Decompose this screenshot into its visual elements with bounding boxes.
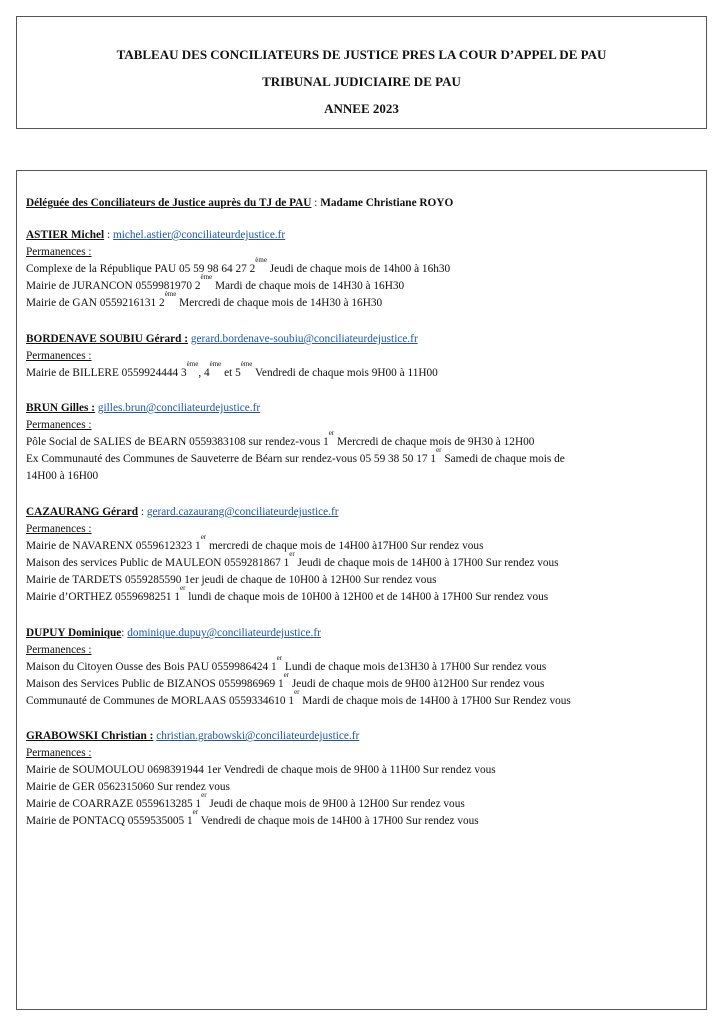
ordinal-suffix: er <box>192 808 199 816</box>
permanence-text: Ex Communauté des Communes de Sauveterre de Béarn sur rendez-vous 05 59 38 50 17 1 <box>26 453 437 465</box>
permanence-line <box>26 446 565 466</box>
permanence-text: Mercredi de chaque mois de 9H30 à 12H00 <box>334 436 535 448</box>
permanences-label: Permanences : <box>26 246 92 258</box>
conciliator-name: DUPUY Dominique <box>26 627 122 639</box>
permanence-line <box>26 469 98 483</box>
permanence-line <box>26 763 496 777</box>
permanence-text: Mairie de GER 0562315060 Sur rendez vous <box>26 781 230 793</box>
ordinal-suffix: er <box>293 688 300 696</box>
permanence-text: Lundi de chaque mois de13H30 à 17H00 Sur rendez vous <box>282 661 547 673</box>
permanence-line <box>26 688 571 708</box>
permanence-text: Communauté de Communes de MORLAAS 0559334610 1 <box>26 695 294 707</box>
permanence-text: mercredi de chaque mois de 14H00 à17H00 Sur rendez vous <box>206 540 484 552</box>
title-line-2: TRIBUNAL JUDICIAIRE DE PAU <box>262 74 461 89</box>
permanence-text: lundi de chaque mois de 10H00 à 12H00 et de 14H00 à 17H00 Sur rendez vous <box>185 591 549 603</box>
conciliator-header <box>26 332 418 346</box>
email-link[interactable]: christian.grabowski@conciliateurdejustice.fr <box>156 730 360 742</box>
permanence-text: Mardi de chaque mois de 14H00 à 17H00 Sur Rendez vous <box>299 695 571 707</box>
permanence-line <box>26 780 230 794</box>
ordinal-suffix: er <box>289 550 295 558</box>
email-link[interactable]: gerard.cazaurang@conciliateurdejustice.fr <box>146 506 339 518</box>
permanences-label: Permanences : <box>26 419 92 431</box>
conciliator-name: CAZAURANG Gérard <box>26 506 139 518</box>
email-link[interactable]: gerard.bordenave-soubiu@conciliateurdejustice.fr <box>190 333 418 345</box>
permanence-text: 14H00 à 16H00 <box>26 470 99 482</box>
permanence-text: Samedi de chaque mois de <box>441 453 565 465</box>
permanence-line <box>26 584 549 604</box>
name-separator: : <box>121 627 128 639</box>
permanences-label: Permanences : <box>26 523 92 535</box>
conciliator-header <box>26 228 285 242</box>
permanence-text: Mairie de SOUMOULOU 0698391944 1er Vendredi de chaque mois de 9H00 à 11H00 Sur rendez vous <box>26 764 496 776</box>
permanence-line <box>26 573 437 587</box>
ordinal-suffix: er <box>180 584 186 592</box>
permanence-text: Mairie de JURANCON 0559981970 2 <box>26 280 201 292</box>
permanence-text: Jeudi de chaque mois de 9H00 à 12H00 Sur rendez vous <box>206 798 465 810</box>
permanence-text: Mardi de chaque mois de 14H30 à 16H30 <box>212 280 405 292</box>
permanence-text: Mercredi de chaque mois de 14H30 à 16H30 <box>176 297 383 309</box>
permanence-text: Pôle Social de SALIES de BEARN 0559383108 sur rendez-vous 1 <box>26 436 329 448</box>
conciliator-name: BRUN Gilles : <box>26 402 96 414</box>
ordinal-suffix: ème <box>240 360 253 368</box>
permanence-text: Mairie de BILLERE 0559924444 3 <box>26 367 187 379</box>
ordinal-suffix: er <box>200 533 207 541</box>
permanence-line <box>26 256 451 276</box>
conciliator-name: ASTIER Michel <box>26 229 105 241</box>
permanence-text: Mairie d’ORTHEZ 0559698251 1 <box>26 591 181 603</box>
ordinal-suffix: er <box>328 429 335 437</box>
header-box <box>16 16 707 129</box>
permanence-line <box>26 290 383 310</box>
permanence-text: , 4 <box>198 367 210 379</box>
permanence-text: Jeudi de chaque mois de 9H00 à12H00 Sur rendez vous <box>289 678 545 690</box>
permanence-text: Vendredi de chaque mois 9H00 à 11H00 <box>252 367 438 379</box>
ordinal-suffix: ème <box>255 256 267 264</box>
title-line-3: ANNEE 2023 <box>324 101 399 116</box>
permanences-label: Permanences : <box>26 747 92 759</box>
permanences-label: Permanences : <box>26 350 92 362</box>
email-link[interactable]: gilles.brun@conciliateurdejustice.fr <box>97 402 261 414</box>
email-link[interactable]: dominique.dupuy@conciliateurdejustice.fr <box>127 627 321 639</box>
permanence-text: Mairie de PONTACQ 0559535005 1 <box>26 815 193 827</box>
permanence-text: et 5 <box>221 367 241 379</box>
conciliator-name: GRABOWSKI Christian : <box>26 730 154 742</box>
permanences-label: Permanences : <box>26 644 92 656</box>
permanence-line <box>26 360 438 380</box>
ordinal-suffix: er <box>276 654 283 662</box>
name-separator: : <box>104 229 113 241</box>
permanence-line <box>26 550 559 570</box>
permanence-text: Maison des services Public de MAULEON 0559281867 1 <box>26 557 290 569</box>
permanence-text: Mairie de NAVARENX 0559612323 1 <box>26 540 201 552</box>
conciliators-box <box>16 170 707 1010</box>
delegate-label: Déléguée des Conciliateurs de Justice auprès du TJ de PAU <box>26 197 312 209</box>
conciliator-header <box>26 729 359 743</box>
permanence-text: Mairie de GAN 0559216131 2 <box>26 297 165 309</box>
ordinal-suffix: ème <box>209 360 222 368</box>
permanence-line <box>26 533 484 553</box>
ordinal-suffix: er <box>436 446 442 454</box>
permanence-text: Jeudi de chaque mois de 14h00 à 16h30 <box>266 263 451 275</box>
permanence-text: Maison des Services Public de BIZANOS 0559986969 1 <box>26 678 284 690</box>
conciliator-header <box>26 626 321 640</box>
title-line-1: TABLEAU DES CONCILIATEURS DE JUSTICE PRES LA COUR D’APPEL DE PAU <box>116 47 607 62</box>
permanence-text: Complexe de la République PAU 05 59 98 64 27 2 <box>26 263 256 275</box>
ordinal-suffix: ème <box>164 290 177 298</box>
ordinal-suffix: er <box>201 791 207 799</box>
name-separator: : <box>138 506 147 518</box>
delegate-name: Madame Christiane ROYO <box>320 197 454 209</box>
permanence-line <box>26 273 405 293</box>
permanence-line <box>26 791 465 811</box>
conciliator-header <box>26 401 260 415</box>
permanence-text: Vendredi de chaque mois de 14H00 à 17H00 Sur rendez vous <box>198 815 479 827</box>
ordinal-suffix: ème <box>186 360 199 368</box>
permanence-text: Jeudi de chaque mois de 14H00 à 17H00 Sur rendez vous <box>294 557 559 569</box>
conciliator-header <box>26 505 339 519</box>
permanence-line <box>26 429 535 449</box>
permanence-text: Mairie de COARRAZE 0559613285 1 <box>26 798 202 810</box>
ordinal-suffix: ème <box>200 273 213 281</box>
permanence-text: Maison du Citoyen Ousse des Bois PAU 0559986424 1 <box>26 661 277 673</box>
delegate-sep: : <box>311 197 321 209</box>
permanence-line <box>26 671 545 691</box>
email-link[interactable]: michel.astier@conciliateurdejustice.fr <box>112 229 286 241</box>
delegate-line <box>26 196 453 210</box>
conciliator-name: BORDENAVE SOUBIU Gérard : <box>26 333 189 345</box>
permanence-line <box>26 808 479 828</box>
ordinal-suffix: er <box>283 671 290 679</box>
permanence-text: Mairie de TARDETS 0559285590 1er jeudi de chaque de 10H00 à 12H00 Sur rendez vous <box>26 574 437 586</box>
